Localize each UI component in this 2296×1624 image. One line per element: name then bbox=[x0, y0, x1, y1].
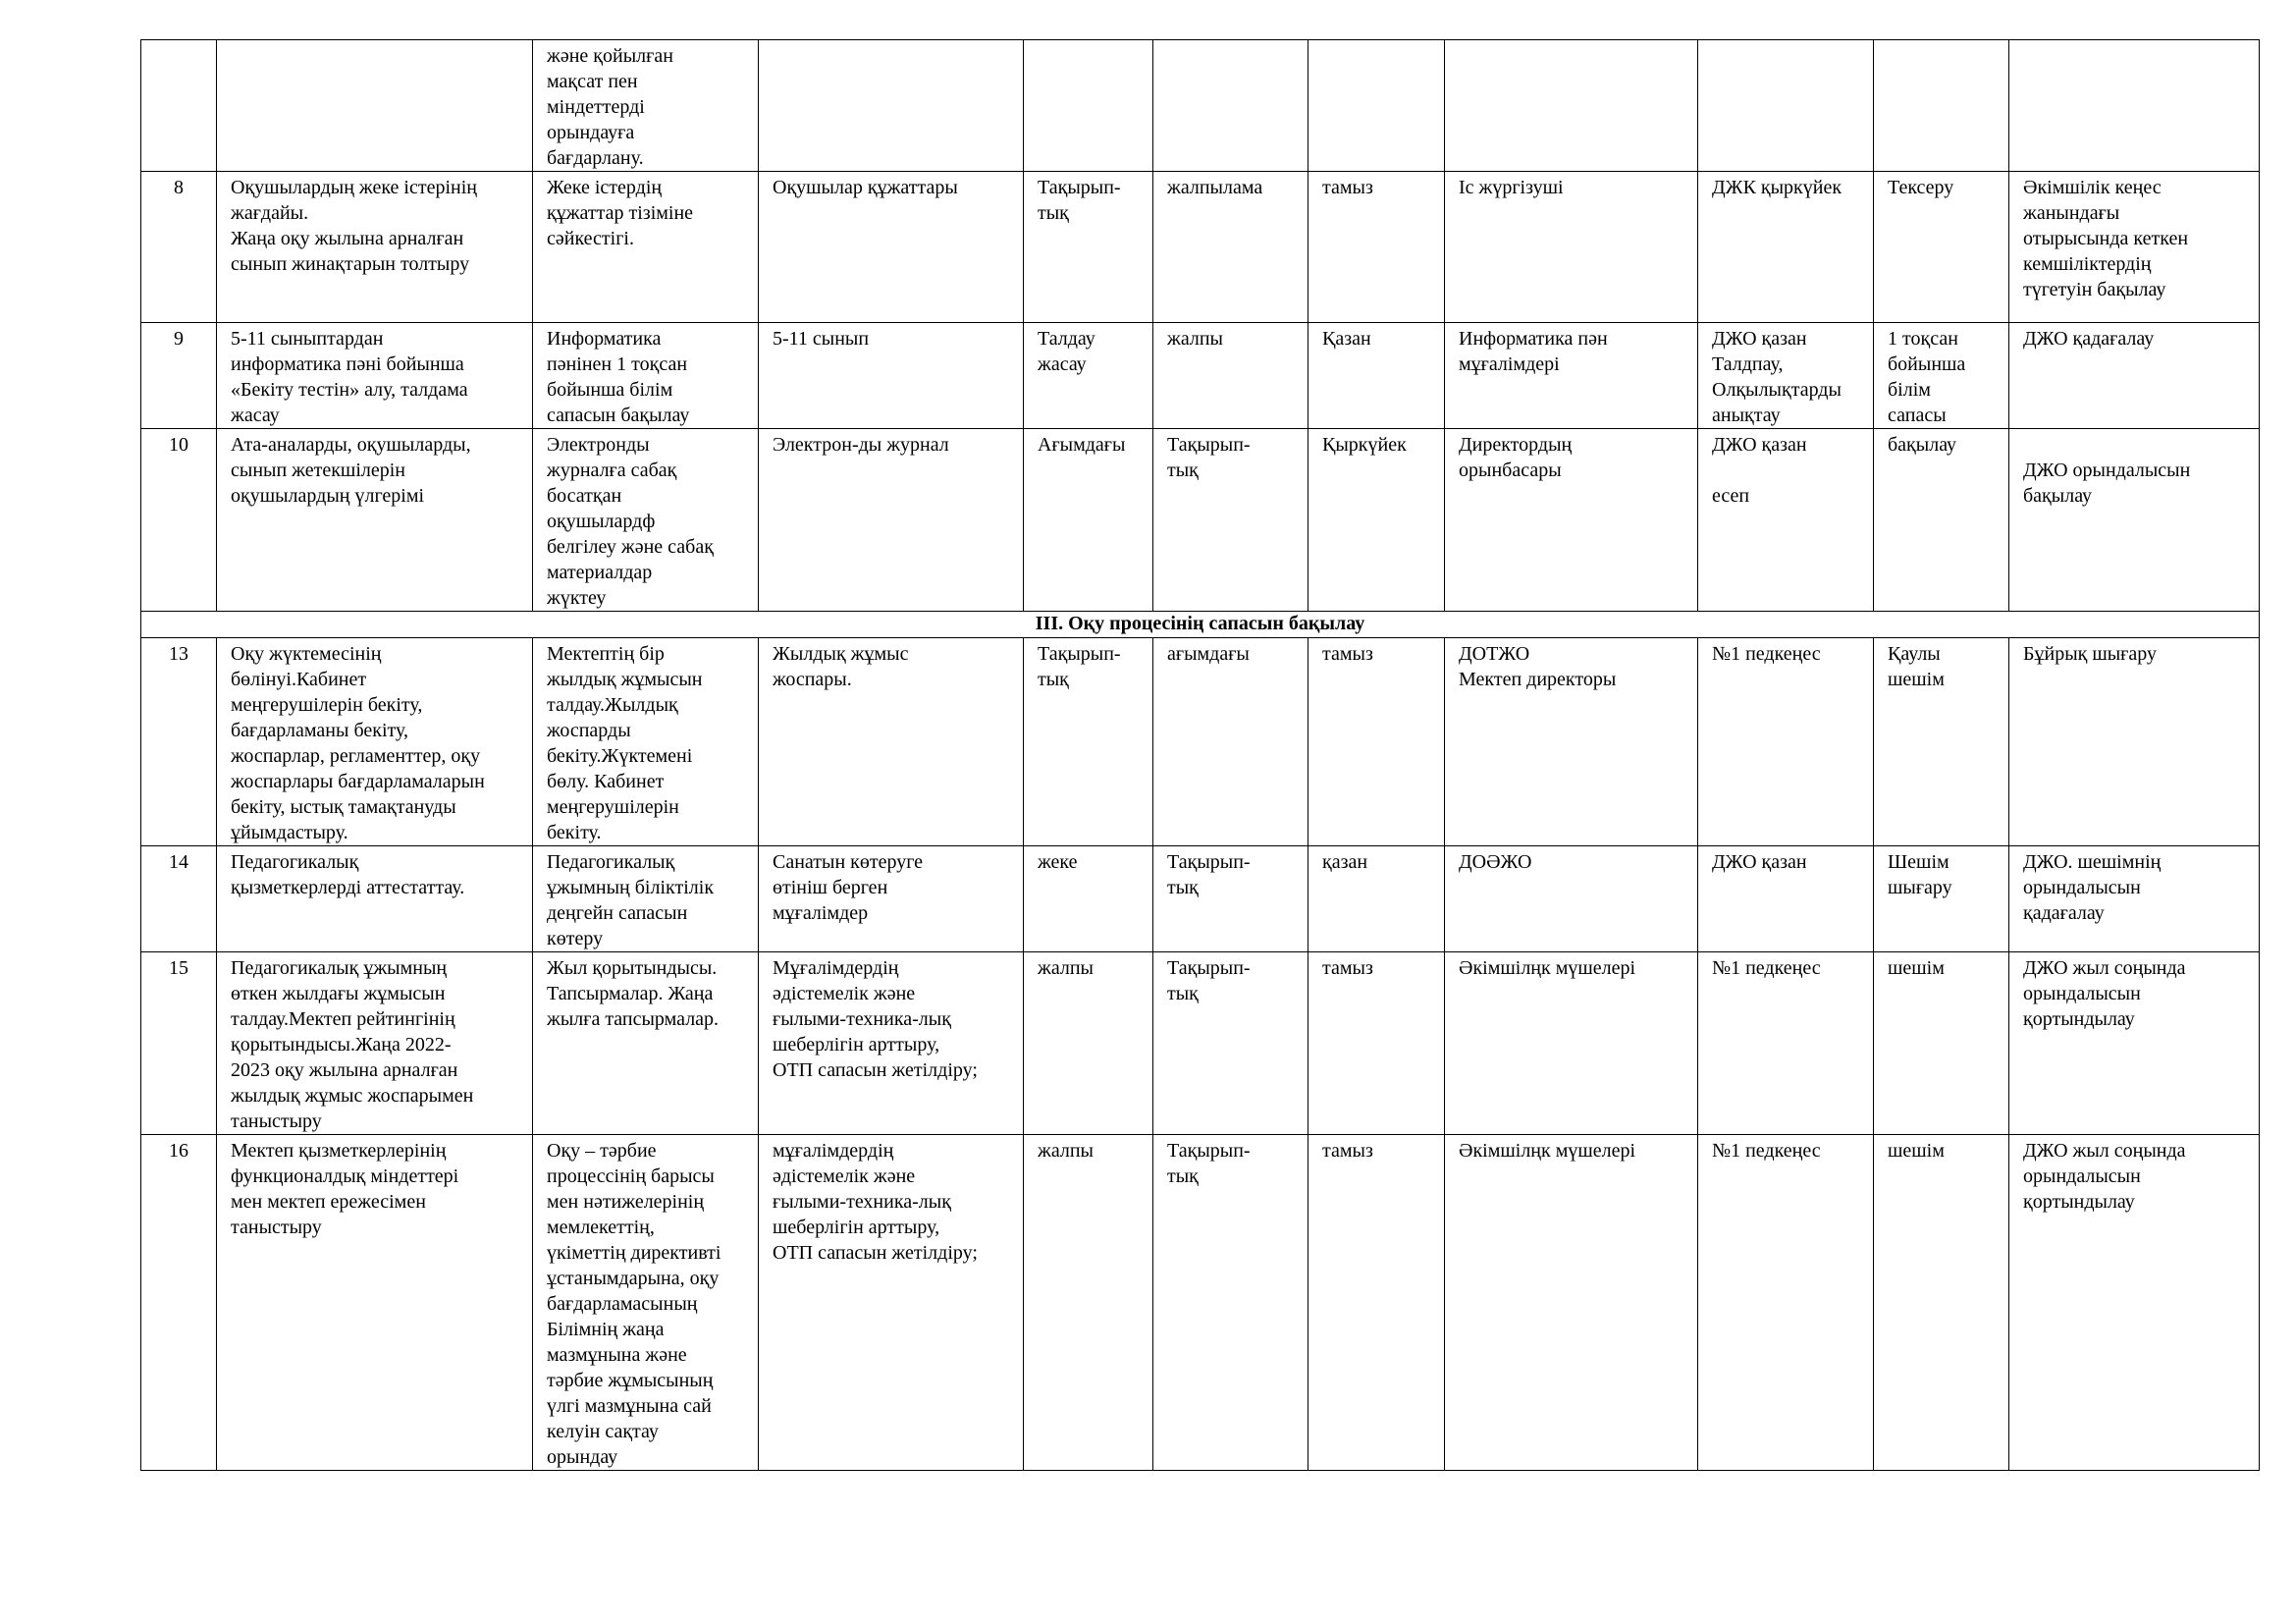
control-decision: Қаулы шешім bbox=[1874, 638, 2009, 846]
table-row bbox=[141, 846, 2260, 952]
control-term: Қыркүйек bbox=[1308, 429, 1445, 612]
control-term bbox=[1308, 40, 1445, 172]
control-responsible: Әкімшілңк мүшелері bbox=[1445, 1135, 1698, 1471]
control-term: Қазан bbox=[1308, 323, 1445, 429]
control-subject: Мектеп қызметкерлерінің функционалдық міндеттері мен мектеп ережесімен таныстыру bbox=[217, 1135, 533, 1471]
control-type: Тақырып- тық bbox=[1024, 638, 1153, 846]
control-type: жалпы bbox=[1024, 1135, 1153, 1471]
row-number: 14 bbox=[141, 846, 217, 952]
control-object: Электрон-ды журнал bbox=[759, 429, 1024, 612]
control-goal: және қойылған мақсат пен міндеттерді орындауға бағдарлану. bbox=[533, 40, 759, 172]
table-row bbox=[141, 1135, 2260, 1471]
table-row bbox=[141, 323, 2260, 429]
control-goal: Оқу – тәрбие процессінің барысы мен нәтижелерінің мемлекеттің, үкіметтің директивті ұстанымдарына, оқу бағдарламасының Білімнің жаңа мазмұнына және тәрбие жұмысының үлгі мазмұнына сай келуін сақтау орындау bbox=[533, 1135, 759, 1471]
control-object: мұғалімдердің әдістемелік және ғылыми-техника-лық шеберлігін арттыру, ОТП сапасын жетілдіру; bbox=[759, 1135, 1024, 1471]
control-responsible: Іс жүргізуші bbox=[1445, 172, 1698, 323]
control-goal: Информатика пәнінен 1 тоқсан бойынша білім сапасын бақылау bbox=[533, 323, 759, 429]
control-method: жалпы bbox=[1153, 323, 1308, 429]
control-responsible: ДОӘЖО bbox=[1445, 846, 1698, 952]
control-review: №1 педкеңес bbox=[1698, 638, 1874, 846]
control-type bbox=[1024, 40, 1153, 172]
control-responsible: Информатика пән мұғалімдері bbox=[1445, 323, 1698, 429]
section-title: III. Оқу процесінің сапасын бақылау bbox=[141, 612, 2260, 638]
control-type: жеке bbox=[1024, 846, 1153, 952]
control-decision: 1 тоқсан бойынша білім сапасы bbox=[1874, 323, 2009, 429]
control-method: ағымдағы bbox=[1153, 638, 1308, 846]
control-term: тамыз bbox=[1308, 952, 1445, 1135]
control-result: ДЖО жыл соңында орындалысын қортындылау bbox=[2009, 952, 2260, 1135]
section-header-row bbox=[141, 612, 2260, 638]
control-method: Тақырып- тық bbox=[1153, 846, 1308, 952]
control-result: ДЖО. шешімнің орындалысын қадағалау bbox=[2009, 846, 2260, 952]
control-object: 5-11 сынып bbox=[759, 323, 1024, 429]
control-review: ДЖО қазан Талдпау, Олқылықтарды анықтау bbox=[1698, 323, 1874, 429]
row-number: 9 bbox=[141, 323, 217, 429]
control-term: қазан bbox=[1308, 846, 1445, 952]
control-result: Әкімшілік кеңес жанындағы отырысында кеткен кемшіліктердің түгетуін бақылау bbox=[2009, 172, 2260, 323]
control-result: ДЖО қадағалау bbox=[2009, 323, 2260, 429]
control-decision bbox=[1874, 40, 2009, 172]
table-row bbox=[141, 429, 2260, 612]
row-number: 13 bbox=[141, 638, 217, 846]
control-term: тамыз bbox=[1308, 1135, 1445, 1471]
control-goal: Жыл қорытындысы. Тапсырмалар. Жаңа жылға тапсырмалар. bbox=[533, 952, 759, 1135]
control-review: №1 педкеңес bbox=[1698, 1135, 1874, 1471]
control-subject: 5-11 сыныптардан информатика пәні бойынша «Бекіту тестін» алу, талдама жасау bbox=[217, 323, 533, 429]
row-number: 15 bbox=[141, 952, 217, 1135]
control-subject: Педагогикалық ұжымның өткен жылдағы жұмысын талдау.Мектеп рейтингінің қорытындысы.Жаңа 2022- 2023 оқу жылына арналған жылдық жұмыс жоспарымен таныстыру bbox=[217, 952, 533, 1135]
control-object bbox=[759, 40, 1024, 172]
row-number: 8 bbox=[141, 172, 217, 323]
control-type: Талдау жасау bbox=[1024, 323, 1153, 429]
control-method: Тақырып- тық bbox=[1153, 429, 1308, 612]
row-number bbox=[141, 40, 217, 172]
control-result: ДЖО орындалысын бақылау bbox=[2009, 429, 2260, 612]
control-decision: шешім bbox=[1874, 1135, 2009, 1471]
control-method bbox=[1153, 40, 1308, 172]
table-row bbox=[141, 172, 2260, 323]
control-subject bbox=[217, 40, 533, 172]
control-decision: Шешім шығару bbox=[1874, 846, 2009, 952]
control-result: Бұйрық шығару bbox=[2009, 638, 2260, 846]
control-object: Оқушылар құжаттары bbox=[759, 172, 1024, 323]
control-result bbox=[2009, 40, 2260, 172]
control-object: Мұғалімдердің әдістемелік және ғылыми-техника-лық шеберлігін арттыру, ОТП сапасын жетілдіру; bbox=[759, 952, 1024, 1135]
control-goal: Электронды журналға сабақ босатқан оқушылардф белгілеу және сабақ материалдар жүктеу bbox=[533, 429, 759, 612]
control-review: ДЖК қыркүйек bbox=[1698, 172, 1874, 323]
control-object: Санатын көтеруге өтініш берген мұғалімдер bbox=[759, 846, 1024, 952]
control-subject: Оқушылардың жеке істерінің жағдайы. Жаңа оқу жылына арналған сынып жинақтарын толтыру bbox=[217, 172, 533, 323]
control-term: тамыз bbox=[1308, 638, 1445, 846]
control-type: жалпы bbox=[1024, 952, 1153, 1135]
control-method: жалпылама bbox=[1153, 172, 1308, 323]
control-subject: Оқу жүктемесінің бөлінуі.Кабинет меңгерушілерін бекіту, бағдарламаны бекіту, жоспарлар, регламенттер, оқу жоспарлары бағдарламаларын бекіту, ыстық тамақтануды ұйымдастыру. bbox=[217, 638, 533, 846]
control-goal: Мектептің бір жылдық жұмысын талдау.Жылдық жоспарды бекіту.Жүктемені бөлу. Кабинет меңгерушілерін бекіту. bbox=[533, 638, 759, 846]
table-row bbox=[141, 638, 2260, 846]
control-type: Ағымдағы bbox=[1024, 429, 1153, 612]
control-review: ДЖО қазан есеп bbox=[1698, 429, 1874, 612]
control-review bbox=[1698, 40, 1874, 172]
row-number: 10 bbox=[141, 429, 217, 612]
control-method: Тақырып- тық bbox=[1153, 1135, 1308, 1471]
control-decision: шешім bbox=[1874, 952, 2009, 1135]
control-responsible: ДОТЖО Мектеп директоры bbox=[1445, 638, 1698, 846]
control-review: №1 педкеңес bbox=[1698, 952, 1874, 1135]
control-term: тамыз bbox=[1308, 172, 1445, 323]
control-decision: бақылау bbox=[1874, 429, 2009, 612]
control-method: Тақырып- тық bbox=[1153, 952, 1308, 1135]
control-responsible: Әкімшілңк мүшелері bbox=[1445, 952, 1698, 1135]
control-goal: Педагогикалық ұжымның біліктілік деңгейн сапасын көтеру bbox=[533, 846, 759, 952]
table-row bbox=[141, 952, 2260, 1135]
control-subject: Ата-аналарды, оқушыларды, сынып жетекшілерін оқушылардың үлгерімі bbox=[217, 429, 533, 612]
control-object: Жылдық жұмыс жоспары. bbox=[759, 638, 1024, 846]
control-subject: Педагогикалық қызметкерлерді аттестаттау. bbox=[217, 846, 533, 952]
control-result: ДЖО жыл соңында орындалысын қортындылау bbox=[2009, 1135, 2260, 1471]
control-goal: Жеке істердің құжаттар тізіміне сәйкестігі. bbox=[533, 172, 759, 323]
control-decision: Тексеру bbox=[1874, 172, 2009, 323]
control-responsible bbox=[1445, 40, 1698, 172]
control-responsible: Директордың орынбасары bbox=[1445, 429, 1698, 612]
control-review: ДЖО қазан bbox=[1698, 846, 1874, 952]
control-plan-table bbox=[140, 39, 2260, 1471]
control-type: Тақырып- тық bbox=[1024, 172, 1153, 323]
table-row bbox=[141, 40, 2260, 172]
row-number: 16 bbox=[141, 1135, 217, 1471]
